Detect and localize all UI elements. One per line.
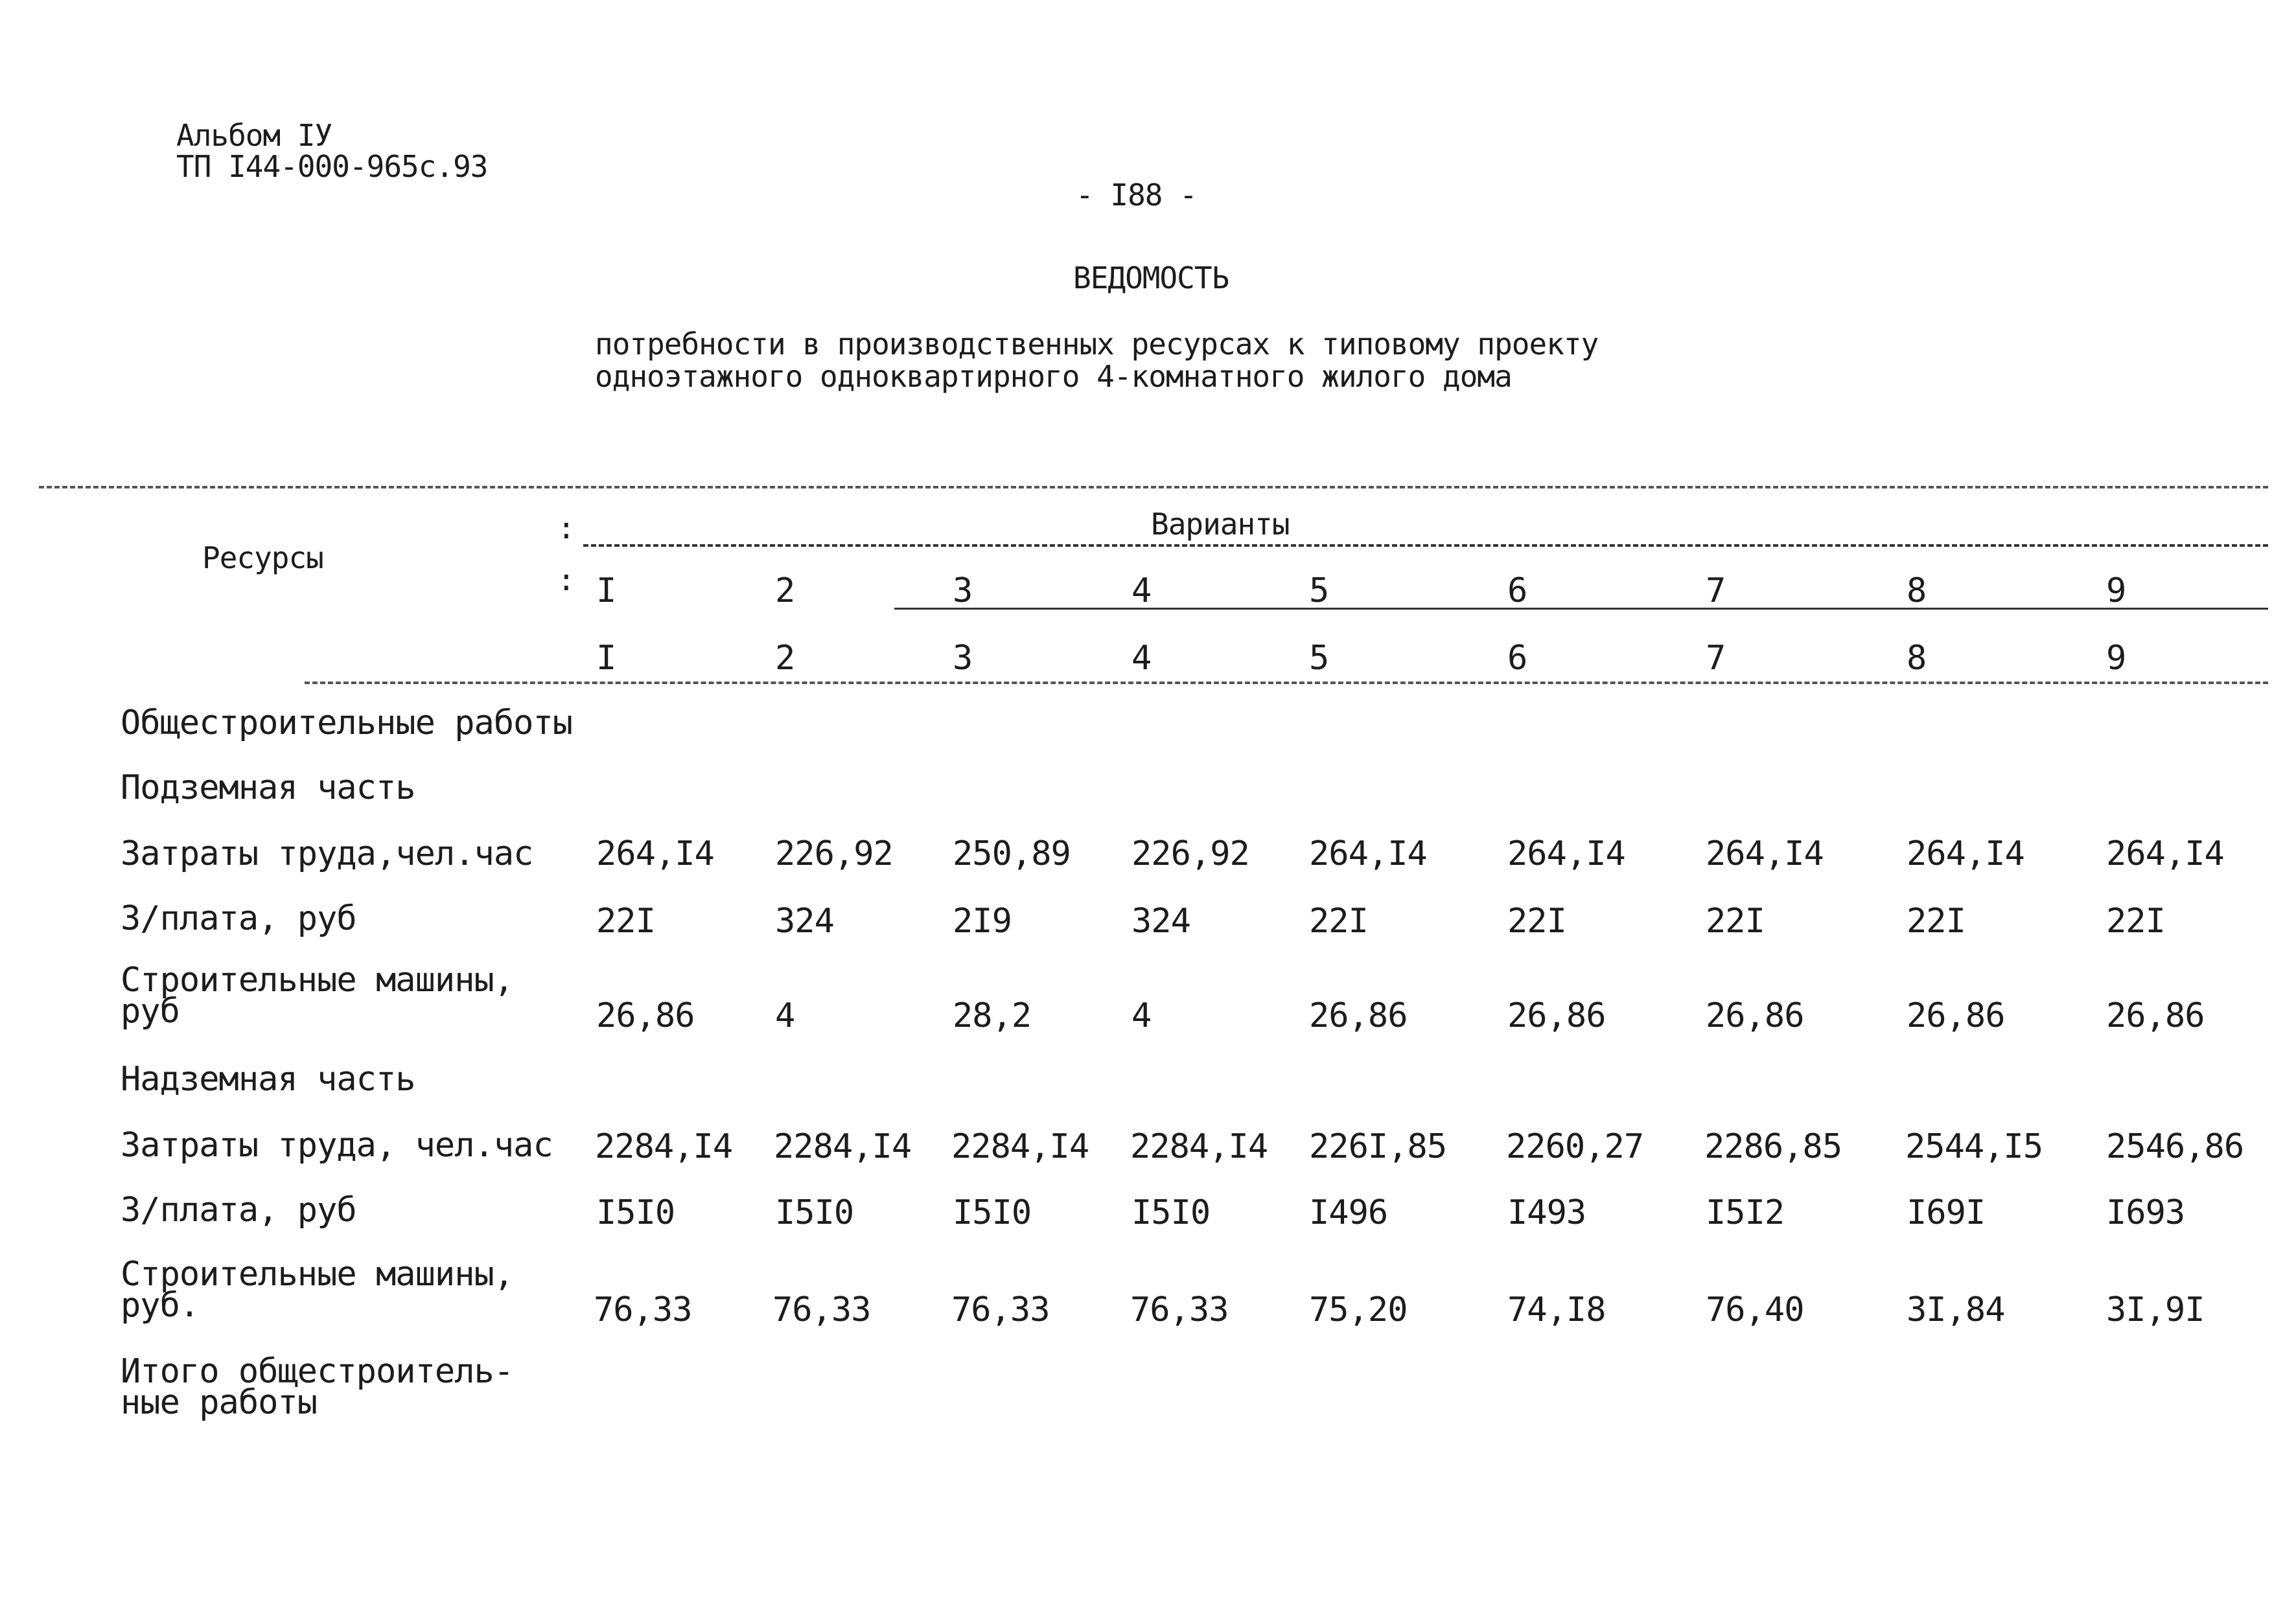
table-cell: 76,33	[1130, 1291, 1229, 1329]
table-cell: 264,I4	[1706, 834, 1824, 873]
table-cell: 324	[1131, 902, 1190, 941]
row-label: Надземная часть	[121, 1060, 415, 1099]
variant-number: I	[596, 571, 616, 610]
table-cell: 26,86	[2106, 996, 2205, 1035]
table-cell: 4	[1131, 996, 1152, 1035]
table-cell: I69I	[1907, 1193, 1986, 1232]
table-cell: I493	[1507, 1193, 1586, 1232]
table-cell: I5I0	[953, 1193, 1032, 1232]
table-cell: 26,86	[1706, 996, 1804, 1035]
header-bottom-rule	[305, 682, 2268, 684]
project-code: ТП I44-000-965с.93	[176, 149, 488, 184]
table-cell: 76,33	[594, 1291, 692, 1329]
table-cell: 2544,I5	[1905, 1127, 2043, 1166]
table-cell: 2546,86	[2106, 1127, 2244, 1166]
table-cell: 264,I4	[596, 834, 714, 873]
table-cell: I5I0	[1131, 1193, 1211, 1232]
table-cell: I5I0	[775, 1193, 854, 1232]
table-cell: 22I	[596, 902, 655, 941]
variant-number: 5	[1309, 571, 1329, 610]
variant-number: 3	[953, 571, 973, 610]
row-label: Итого общестроитель- ные работы	[121, 1352, 514, 1422]
table-cell: 26,86	[596, 996, 695, 1035]
table-cell: 26,86	[1309, 996, 1408, 1035]
row-label: З/плата, руб	[121, 899, 356, 938]
variant-number: 7	[1706, 571, 1726, 610]
table-cell: 250,89	[953, 834, 1071, 873]
table-cell: 75,20	[1309, 1291, 1408, 1329]
table-cell: I5I0	[596, 1193, 675, 1232]
table-cell: 22I	[1309, 902, 1368, 941]
column-number: I	[596, 639, 616, 678]
column-number: 8	[1907, 639, 1927, 678]
row-label: Строительные машины, руб.	[121, 1255, 514, 1325]
variants-header: Варианты	[1151, 507, 1290, 542]
table-cell: 26,86	[1507, 996, 1606, 1035]
table-cell: I5I2	[1706, 1193, 1785, 1232]
row-label: Строительные машины, руб	[121, 961, 514, 1031]
table-cell: 264,I4	[1507, 834, 1625, 873]
table-cell: 2284,I4	[1130, 1127, 1268, 1166]
table-cell: 22I	[1706, 902, 1765, 941]
album-label: Альбом IУ	[176, 118, 332, 153]
column-number: 9	[2106, 639, 2126, 678]
table-cell: 28,2	[953, 996, 1032, 1035]
table-cell: 76,33	[772, 1291, 871, 1329]
table-cell: 3I,84	[1907, 1291, 2005, 1329]
table-cell: 22I	[1507, 902, 1566, 941]
resources-header: Ресурсы	[202, 540, 323, 575]
table-top-rule	[39, 486, 2268, 488]
document-subtitle-line1: потребности в производственных ресурсах к типовому проекту	[595, 327, 1599, 361]
variant-number: 8	[1907, 571, 1927, 610]
table-cell: 2260,27	[1506, 1127, 1644, 1166]
table-cell: 2284,I4	[951, 1127, 1089, 1166]
table-cell: 4	[775, 996, 795, 1035]
column-number: 3	[953, 639, 973, 678]
table-cell: 264,I4	[2106, 834, 2224, 873]
table-cell: 22I	[2106, 902, 2165, 941]
variant-number: 4	[1131, 571, 1152, 610]
header-separator: :	[557, 510, 575, 545]
column-number: 6	[1507, 639, 1527, 678]
table-cell: 226,92	[775, 834, 893, 873]
page-number: - I88 -	[1076, 178, 1197, 212]
table-cell: I496	[1309, 1193, 1388, 1232]
table-cell: 264,I4	[1907, 834, 2024, 873]
row-label: Затраты труда,чел.час	[121, 834, 533, 873]
header-separator: :	[557, 562, 575, 597]
table-cell: 76,33	[951, 1291, 1050, 1329]
table-cell: 226I,85	[1309, 1127, 1447, 1166]
table-cell: 76,40	[1706, 1291, 1804, 1329]
table-cell: 226,92	[1131, 834, 1249, 873]
table-cell: 2I9	[953, 902, 1012, 941]
variant-number: 9	[2106, 571, 2126, 610]
table-cell: 22I	[1907, 902, 1966, 941]
row-label: Затраты труда, чел.час	[121, 1126, 553, 1165]
table-cell: 3I,9I	[2106, 1291, 2205, 1329]
row-label: Общестроительные работы	[121, 704, 573, 742]
table-cell: I693	[2106, 1193, 2185, 1232]
variant-number: 2	[775, 571, 795, 610]
row-label: З/плата, руб	[121, 1191, 356, 1230]
table-cell: 264,I4	[1309, 834, 1427, 873]
variant-number: 6	[1507, 571, 1527, 610]
table-cell: 2284,I4	[595, 1127, 733, 1166]
document-subtitle-line2: одноэтажного одноквартирного 4-комнатного жилого дома	[595, 359, 1512, 394]
row-label: Подземная часть	[121, 768, 415, 807]
table-cell: 2286,85	[1704, 1127, 1842, 1166]
column-number: 2	[775, 639, 795, 678]
column-number: 5	[1309, 639, 1329, 678]
document-title: ВЕДОМОСТЬ	[1073, 260, 1229, 295]
table-cell: 26,86	[1907, 996, 2005, 1035]
table-cell: 2284,I4	[774, 1127, 912, 1166]
table-cell: 74,I8	[1507, 1291, 1606, 1329]
column-number: 4	[1131, 639, 1152, 678]
column-number: 7	[1706, 639, 1726, 678]
table-cell: 324	[775, 902, 834, 941]
variant-number-underline	[894, 608, 2268, 610]
variants-divider-rule	[583, 544, 2268, 547]
